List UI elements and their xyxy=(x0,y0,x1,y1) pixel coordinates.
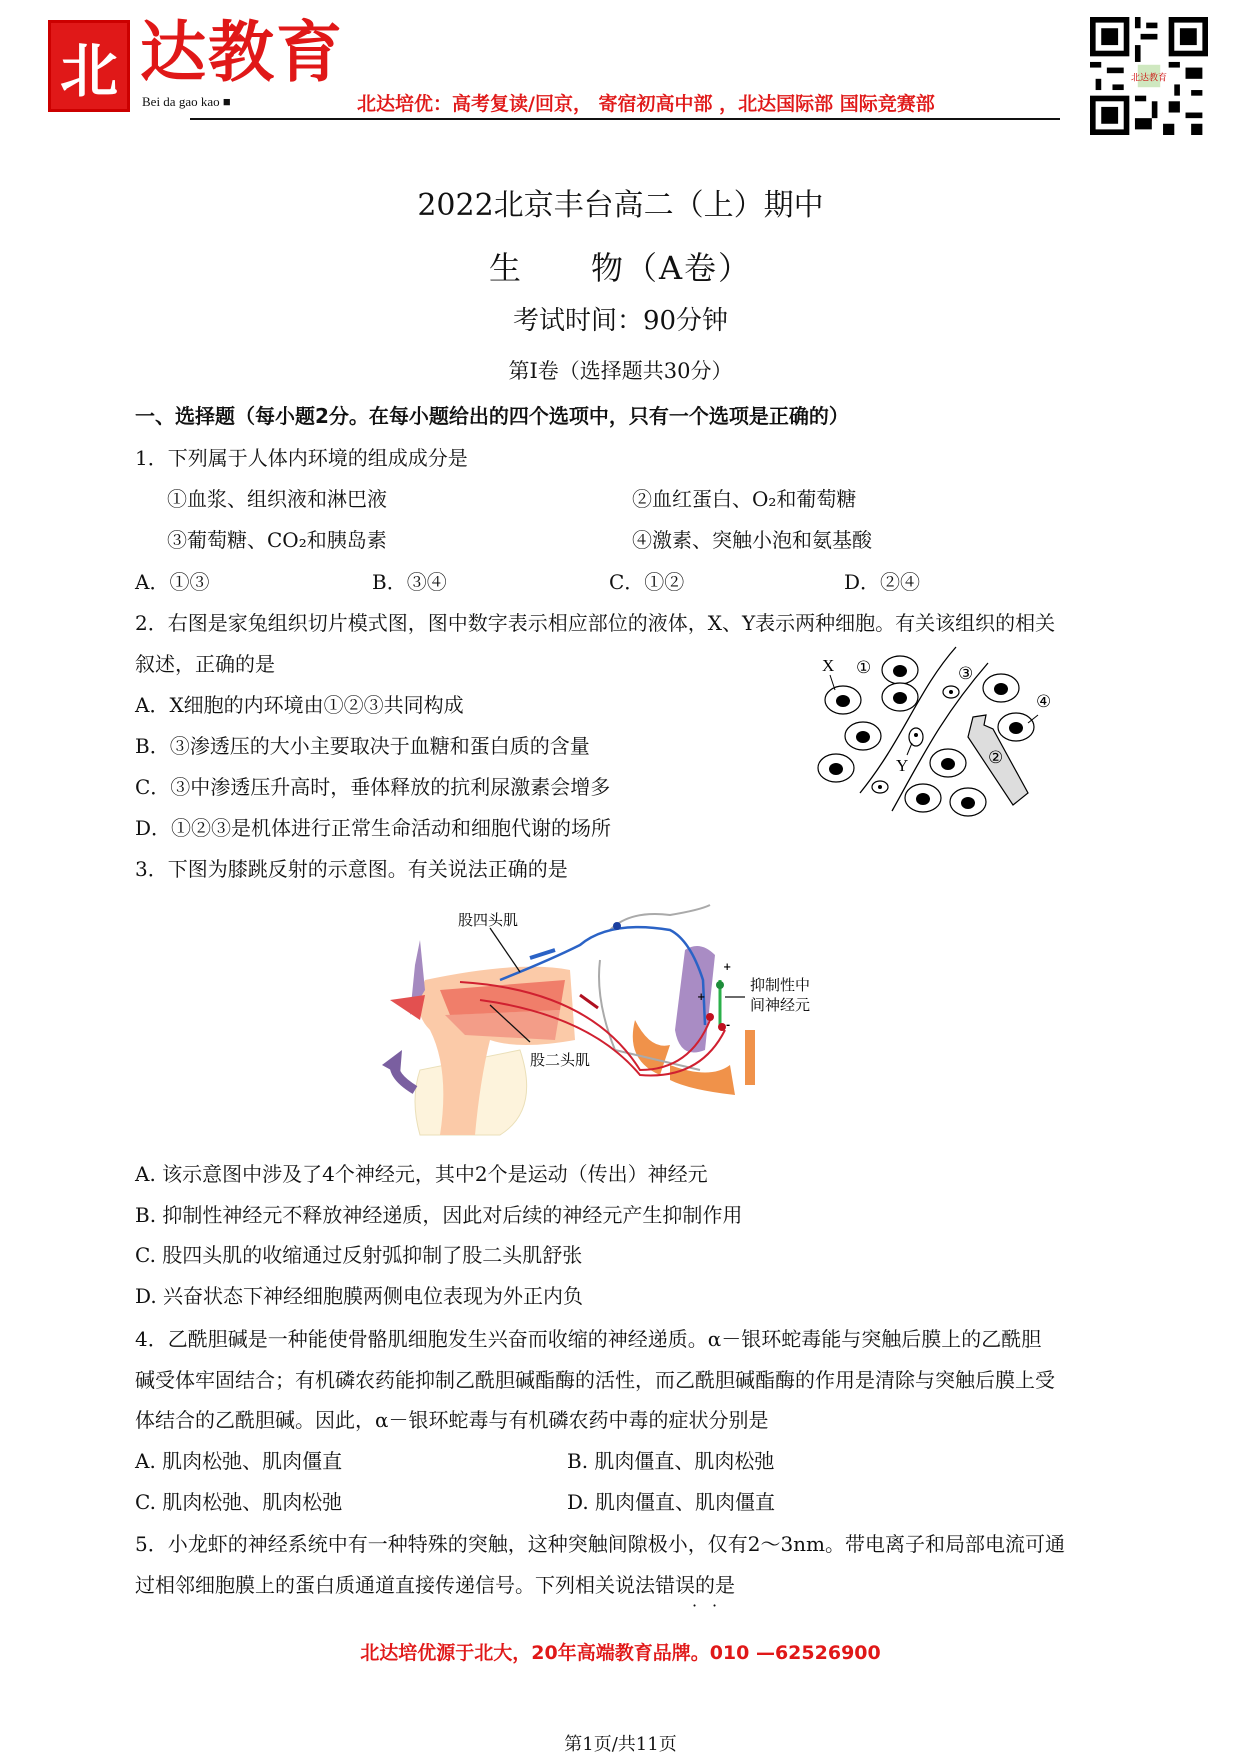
q1-option-a: A．①③ xyxy=(135,570,210,594)
q3-option-d: D. 兴奋状态下神经细胞膜两侧电位表现为外正内负 xyxy=(135,1284,584,1308)
q1-option-b: B．③④ xyxy=(372,570,447,594)
footer-ad: 北达培优源于北大，20年高端教育品牌。010 —62526900 xyxy=(360,1642,881,1664)
logo-name: 达教育 xyxy=(140,13,344,91)
logo-mark xyxy=(48,20,130,112)
label-y: Y xyxy=(896,756,909,775)
q1-item: ④激素、突触小泡和氨基酸 xyxy=(632,528,872,552)
q3-option-a: A. 该示意图中涉及了4个神经元，其中2个是运动（传出）神经元 xyxy=(135,1162,708,1186)
exam-time: 考试时间：90分钟 xyxy=(512,306,729,336)
question-2-stem-cont: 叙述，正确的是 xyxy=(135,652,275,676)
q1-item: ③葡萄糖、CO₂和胰岛素 xyxy=(167,528,387,552)
label-4: ④ xyxy=(1036,692,1052,711)
label-biceps-femoris: 股二头肌 xyxy=(530,1051,591,1069)
q4-option-a: A. 肌肉松弛、肌肉僵直 xyxy=(135,1449,343,1473)
q4-option-b: B. 肌肉僵直、肌肉松弛 xyxy=(567,1449,775,1473)
q4-option-c: C. 肌肉松弛、肌肉松弛 xyxy=(135,1490,343,1514)
q2-option-a: A．X细胞的内环境由①②③共同构成 xyxy=(135,693,464,717)
label-interneuron-2: 间神经元 xyxy=(750,996,811,1014)
label-3: ③ xyxy=(958,664,974,683)
label-x: X xyxy=(822,656,835,675)
q4-option-d: D. 肌肉僵直、肌肉僵直 xyxy=(567,1490,776,1514)
exam-title: 2022北京丰台高二（上）期中 xyxy=(417,188,824,223)
qr-code-icon xyxy=(1090,17,1208,135)
q3-option-b: B. 抑制性神经元不释放神经递质，因此对后续的神经元产生抑制作用 xyxy=(135,1203,743,1227)
q1-option-d: D．②④ xyxy=(844,570,921,594)
section-heading: 一、选择题（每小题2分。在每小题给出的四个选项中，只有一个选项是正确的） xyxy=(135,404,849,428)
q1-option-c: C．①② xyxy=(609,570,685,594)
q1-item: ①血浆、组织液和淋巴液 xyxy=(167,487,387,511)
question-1-stem: 1．下列属于人体内环境的组成成分是 xyxy=(135,446,468,470)
tissue-diagram xyxy=(808,645,1063,820)
question-4-stem-cont: 碱受体牢固结合；有机磷农药能抑制乙酰胆碱酯酶的活性，而乙酰胆碱酯酶的作用是清除与突触后膜上受 xyxy=(135,1368,1055,1392)
q2-option-c: C．③中渗透压升高时，垂体释放的抗利尿激素会增多 xyxy=(135,775,611,799)
emphasis-dot: · xyxy=(692,1596,698,1615)
label-quadriceps: 股四头肌 xyxy=(458,911,519,929)
subject-title: 生 物（A卷） xyxy=(488,249,753,287)
q2-option-b: B．③渗透压的大小主要取决于血糖和蛋白质的含量 xyxy=(135,734,590,758)
question-3-stem: 3．下图为膝跳反射的示意图。有关说法正确的是 xyxy=(135,857,568,881)
emphasis-dot: · xyxy=(712,1596,718,1615)
question-4-stem-cont: 体结合的乙酰胆碱。因此，α－银环蛇毒与有机磷农药中毒的症状分别是 xyxy=(135,1408,769,1432)
question-2-stem: 2．右图是家兔组织切片模式图，图中数字表示相应部位的液体，X、Y表示两种细胞。有关该组织的相关 xyxy=(135,611,1056,635)
logo-subtitle: Bei da gao kao ■ xyxy=(142,94,231,109)
plus-sign: + xyxy=(723,962,732,973)
header-divider xyxy=(190,118,1060,120)
page-number: 第1页/共11页 xyxy=(564,1734,677,1755)
knee-reflex-diagram xyxy=(370,900,840,1140)
logo-char: 北 xyxy=(59,37,118,105)
question-5-stem-cont: 过相邻细胞膜上的蛋白质通道直接传递信号。下列相关说法错误的是 xyxy=(135,1573,735,1597)
q1-item: ②血红蛋白、O₂和葡萄糖 xyxy=(632,487,857,511)
question-4-stem: 4．乙酰胆碱是一种能使骨骼肌细胞发生兴奋而收缩的神经递质。α－银环蛇毒能与突触后膜上的乙酰胆 xyxy=(135,1327,1042,1351)
minus-sign: - xyxy=(726,1020,731,1031)
label-1: ① xyxy=(856,658,872,677)
plus-sign: + xyxy=(697,992,706,1003)
label-2: ② xyxy=(988,748,1004,767)
q3-option-c: C. 股四头肌的收缩通过反射弧抑制了股二头肌舒张 xyxy=(135,1243,583,1267)
header-slogan: 北达培优：高考复读/回京， 寄宿初高中部 ，北达国际部 国际竞赛部 xyxy=(357,93,935,115)
part-title: 第I卷（选择题共30分） xyxy=(508,359,733,383)
q2-option-d: D．①②③是机体进行正常生命活动和细胞代谢的场所 xyxy=(135,816,612,840)
qr-label: 北达教育 xyxy=(1131,73,1167,84)
label-interneuron-1: 抑制性中 xyxy=(750,976,811,994)
question-5-stem: 5．小龙虾的神经系统中有一种特殊的突触，这种突触间隙极小，仅有2～3nm。带电离子和局部电流可通 xyxy=(135,1532,1066,1556)
